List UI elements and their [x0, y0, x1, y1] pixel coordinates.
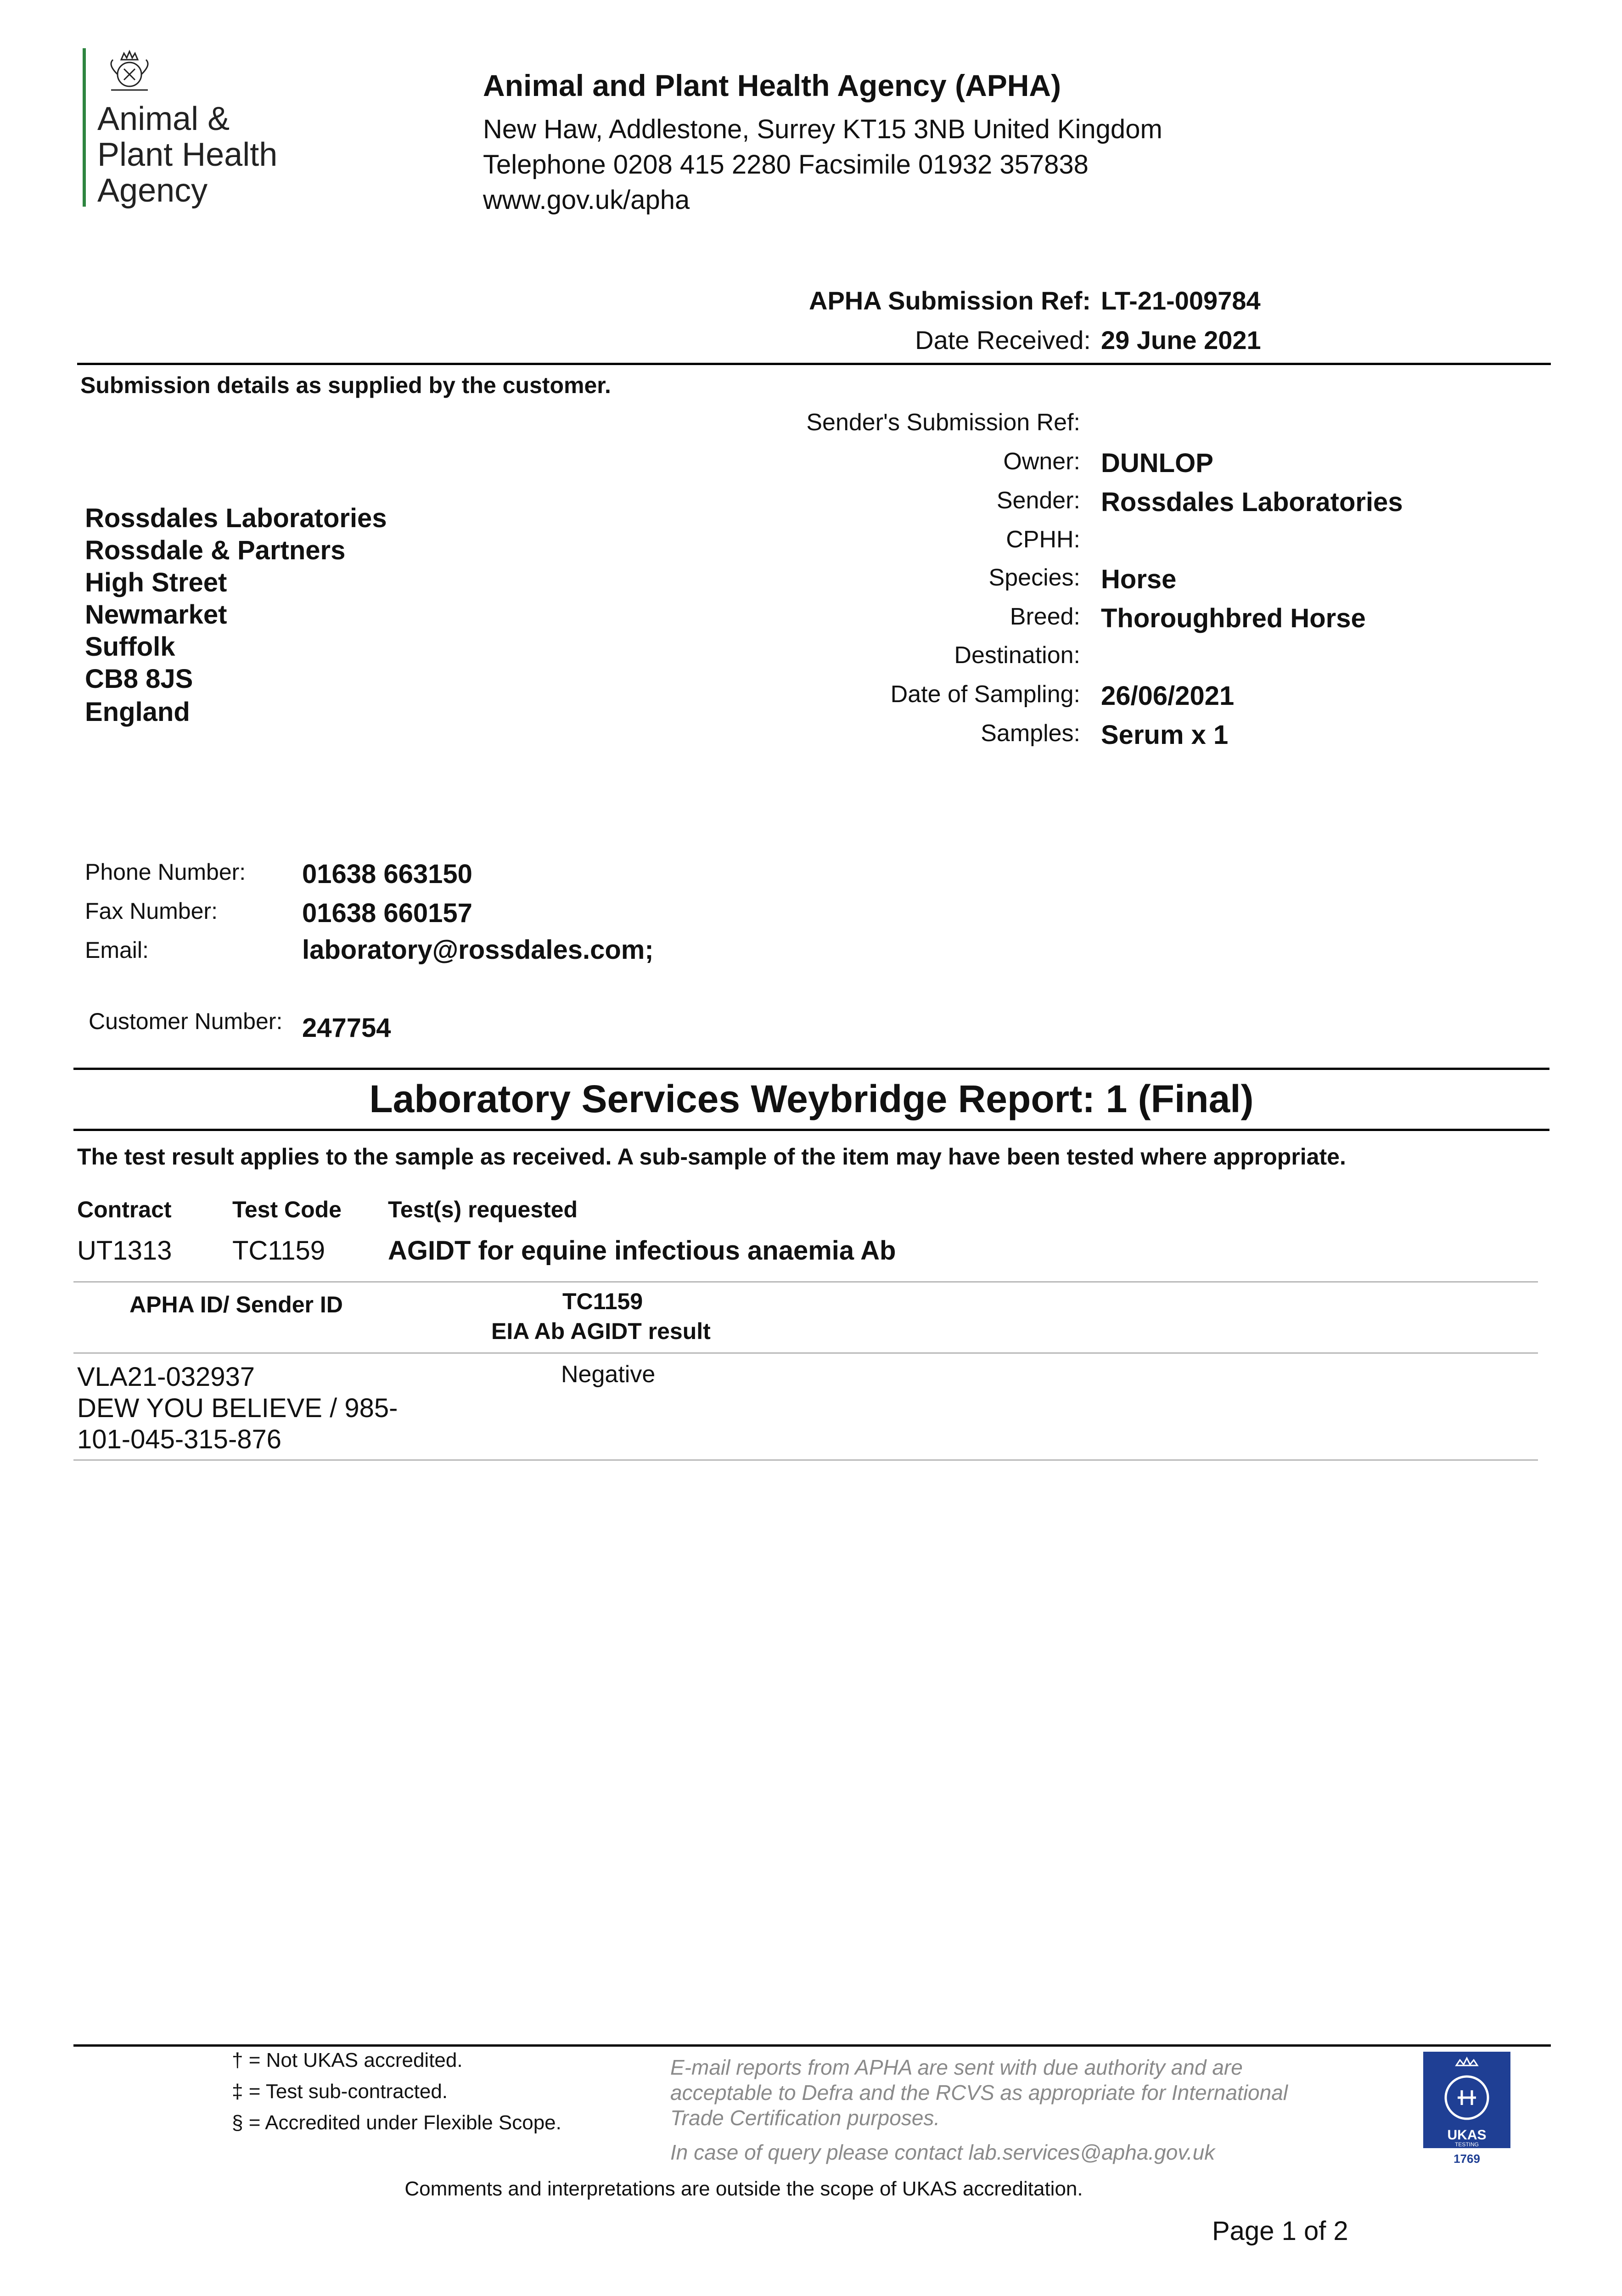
detail-label: Destination: [954, 642, 1080, 669]
sample-id-line: 101-045-315-876 [77, 1424, 282, 1454]
detail-value: Horse [1101, 564, 1177, 594]
ukas-logo-icon [1423, 2052, 1510, 2171]
page-number: Page 1 of 2 [1212, 2216, 1348, 2246]
footer-notice-line: E-mail reports from APHA are sent with due authority and are [670, 2055, 1243, 2079]
sample-id-line: VLA21-032937 [77, 1362, 255, 1392]
logo-accent-bar [83, 48, 86, 207]
address-line: Rossdale & Partners [85, 535, 346, 565]
address-line: Newmarket [85, 600, 227, 630]
logo-line: Plant Health [97, 136, 278, 173]
details-heading: Submission details as supplied by the customer. [80, 372, 611, 398]
divider [77, 363, 1551, 365]
footer-key: † = Not UKAS accredited. [232, 2049, 463, 2071]
fax-value: 01638 660157 [302, 898, 472, 928]
agency-logo-text [97, 101, 277, 208]
report-disclaimer: The test result applies to the sample as received. A sub-sample of the item may have been tested where appropriate. [77, 1144, 1346, 1170]
divider [73, 1459, 1538, 1461]
ukas-number: 1769 [1454, 2152, 1480, 2166]
agency-address: New Haw, Addlestone, Surrey KT15 3NB United Kingdom [483, 114, 1162, 144]
contract-value: UT1313 [77, 1236, 172, 1266]
ukas-label: UKAS [1447, 2127, 1487, 2143]
customer-number-value: 247754 [302, 1013, 391, 1043]
detail-value: DUNLOP [1101, 448, 1213, 478]
address-line: Suffolk [85, 632, 175, 662]
divider [73, 1352, 1538, 1354]
address-line: CB8 8JS [85, 664, 193, 694]
tests-requested-header: Test(s) requested [388, 1197, 578, 1222]
footer-query[interactable]: In case of query please contact lab.services@apha.gov.uk [670, 2140, 1215, 2164]
ukas-sublabel: TESTING [1454, 2141, 1479, 2148]
date-received-value: 29 June 2021 [1101, 326, 1261, 355]
result-value: Negative [561, 1361, 656, 1388]
footer-key: ‡ = Test sub-contracted. [232, 2080, 448, 2103]
results-code-header: TC1159 [562, 1289, 643, 1314]
fax-label: Fax Number: [85, 898, 218, 924]
results-name-header: EIA Ab AGIDT result [491, 1318, 711, 1344]
detail-label: Sender: [996, 487, 1080, 514]
detail-label: Owner: [1003, 448, 1080, 475]
detail-label: Date of Sampling: [890, 681, 1080, 708]
test-code-header: Test Code [232, 1197, 342, 1222]
divider [73, 1068, 1549, 1070]
detail-value: Serum x 1 [1101, 720, 1229, 750]
detail-label: Breed: [1010, 603, 1080, 630]
phone-value: 01638 663150 [302, 859, 472, 889]
phone-label: Phone Number: [85, 859, 246, 885]
detail-value: 26/06/2021 [1101, 681, 1235, 711]
footer-key: § = Accredited under Flexible Scope. [232, 2111, 561, 2134]
table-row [77, 1362, 398, 1455]
test-requested-value: AGIDT for equine infectious anaemia Ab [388, 1236, 896, 1266]
submission-ref-value: LT-21-009784 [1101, 286, 1261, 315]
detail-label: Species: [988, 564, 1080, 591]
divider [73, 1129, 1549, 1131]
contract-header: Contract [77, 1197, 172, 1222]
email-label: Email: [85, 937, 149, 963]
agency-website[interactable]: www.gov.uk/apha [483, 185, 690, 215]
submission-ref-label: APHA Submission Ref: [809, 286, 1091, 315]
detail-value: Thoroughbred Horse [1101, 603, 1366, 633]
test-code-value: TC1159 [232, 1236, 326, 1266]
logo-line: Animal & [97, 101, 230, 137]
detail-label: Sender's Submission Ref: [806, 409, 1080, 436]
report-title: Laboratory Services Weybridge Report: 1 (Final) [369, 1077, 1254, 1120]
divider [73, 2044, 1551, 2047]
logo-line: Agency [97, 172, 208, 209]
sample-id-line: DEW YOU BELIEVE / 985- [77, 1393, 398, 1423]
detail-label: CPHH: [1006, 526, 1080, 553]
email-value[interactable]: laboratory@rossdales.com; [302, 935, 654, 965]
agency-phone-fax: Telephone 0208 415 2280 Facsimile 01932 357838 [483, 150, 1089, 180]
detail-label: Samples: [981, 720, 1080, 747]
footer-notice-line: Trade Certification purposes. [670, 2106, 940, 2130]
address-line: England [85, 697, 190, 727]
divider [73, 1281, 1538, 1283]
royal-crest-icon [97, 46, 162, 96]
results-id-header: APHA ID/ Sender ID [129, 1292, 343, 1317]
address-line: Rossdales Laboratories [85, 503, 387, 533]
detail-value: Rossdales Laboratories [1101, 487, 1403, 517]
date-received-label: Date Received: [915, 326, 1091, 355]
footer-notice-line: acceptable to Defra and the RCVS as appropriate for International [670, 2081, 1288, 2105]
customer-number-label: Customer Number: [89, 1008, 283, 1034]
address-line: High Street [85, 568, 227, 597]
agency-name: Animal and Plant Health Agency (APHA) [483, 68, 1061, 102]
footer-comments: Comments and interpretations are outside the scope of UKAS accreditation. [404, 2178, 1083, 2200]
